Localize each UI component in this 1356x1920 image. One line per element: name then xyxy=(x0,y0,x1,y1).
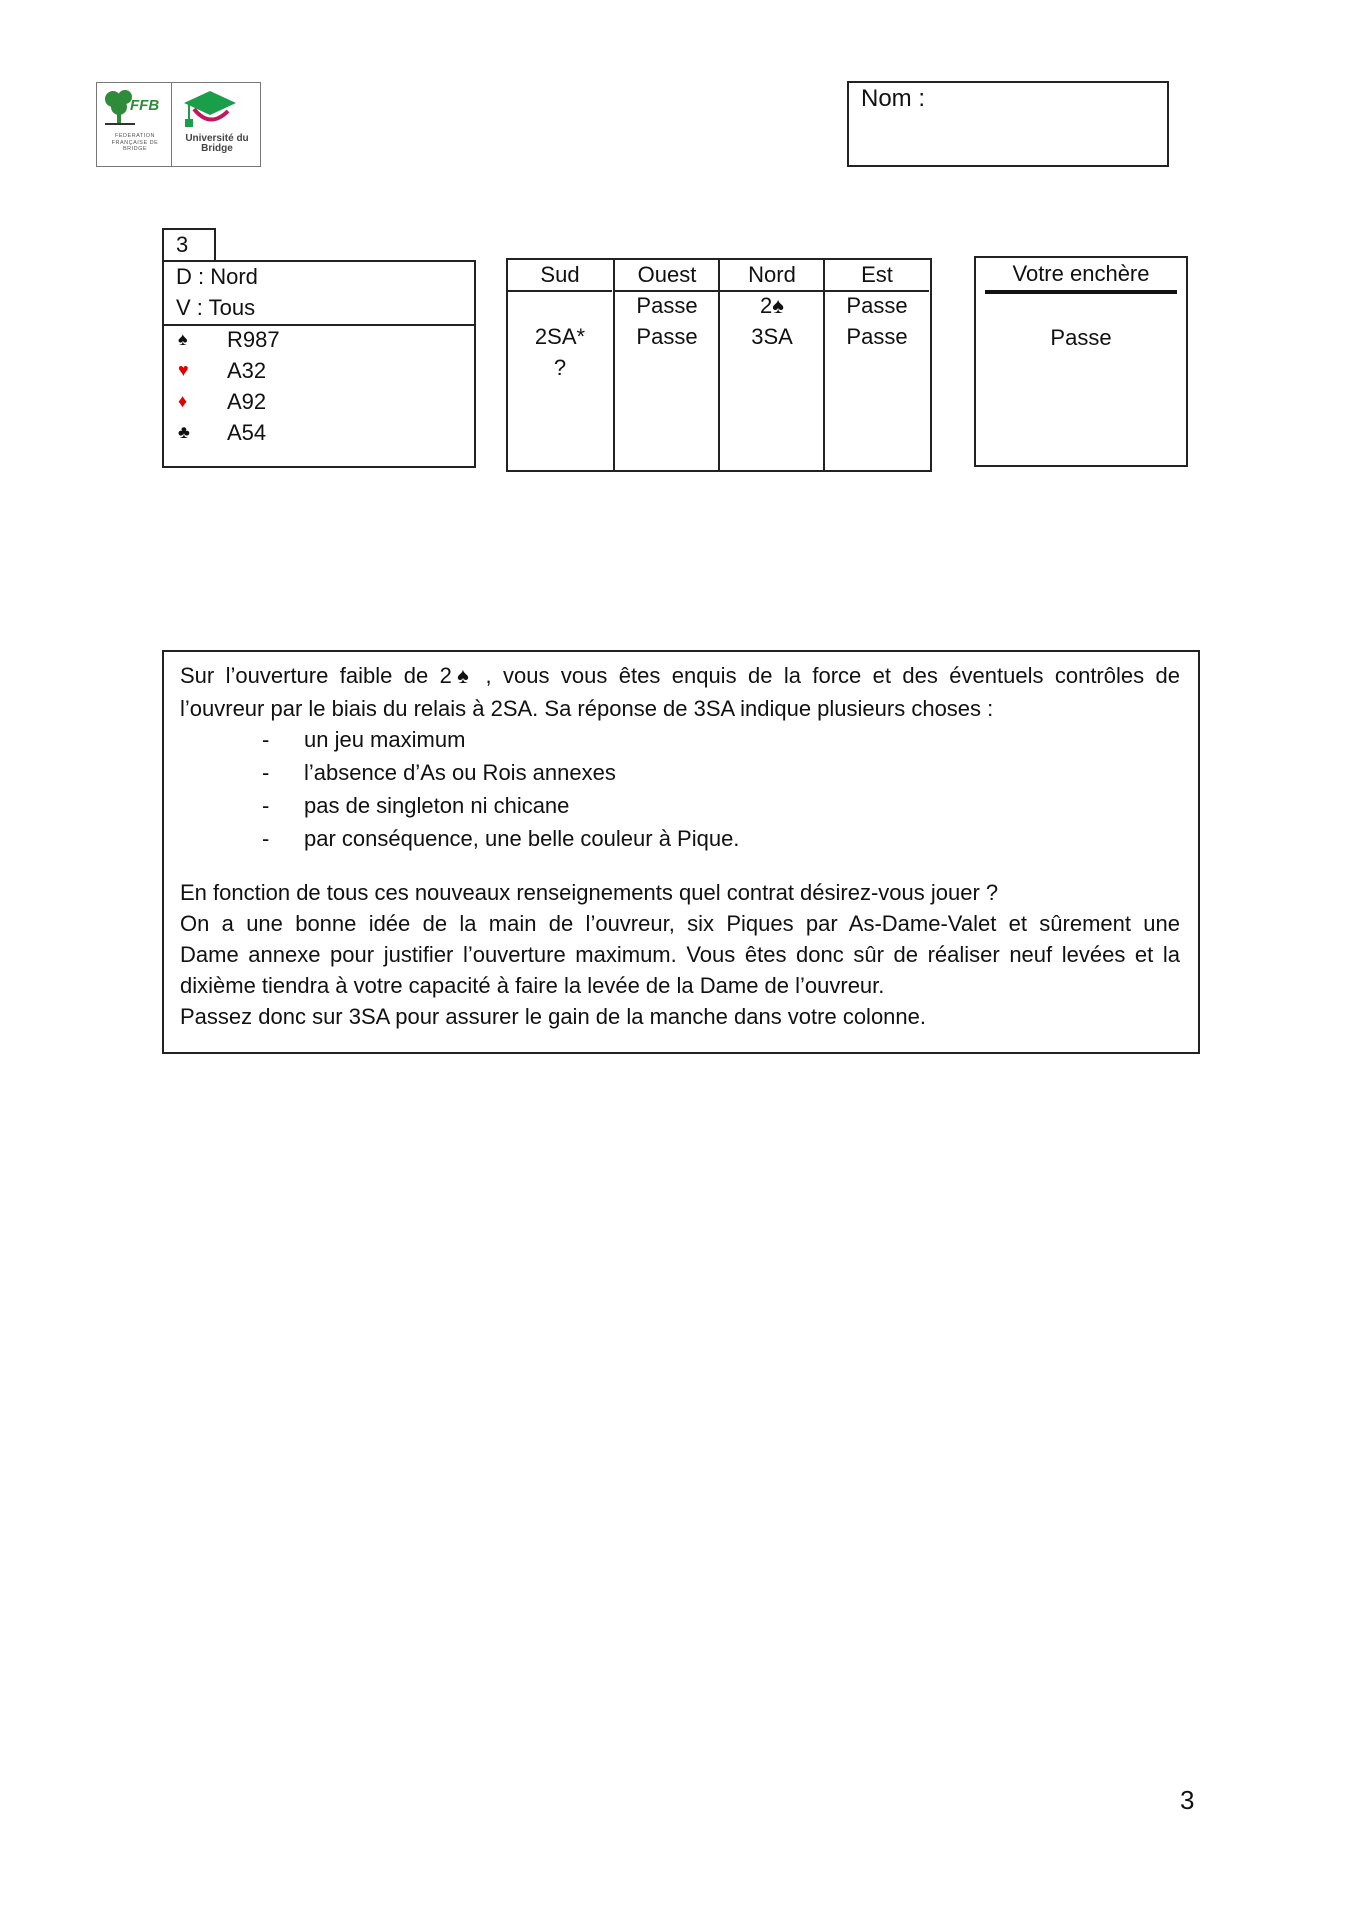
diamond-row xyxy=(164,389,474,419)
diamond-cards: A92 xyxy=(227,389,267,414)
bullet-item: l’absence d’As ou Rois annexes xyxy=(304,760,616,785)
bid-cell: Passe xyxy=(636,324,698,349)
deal-number-box xyxy=(162,228,216,260)
bid-header-ouest: Ouest xyxy=(615,260,719,292)
hand-box xyxy=(162,260,476,468)
nom-label: Nom : xyxy=(861,85,926,112)
hand-header xyxy=(164,262,474,326)
dealer-label: D : Nord xyxy=(176,264,258,289)
ffb-logo-subtext: FEDERATION FRANÇAISE DE BRIDGE xyxy=(111,133,159,152)
bid-cell: Passe xyxy=(636,293,698,318)
explanation-line: Dame annexe pour justifier l’ouverture maximum. Vous êtes donc sûr de réaliser neuf levées et la xyxy=(180,942,1180,967)
bid-header-sud: Sud xyxy=(508,260,612,292)
explanation-line: dixième tiendra à votre capacité à faire la levée de la Dame de l’ouvreur. xyxy=(180,973,885,998)
page-number: 3 xyxy=(1180,1785,1195,1815)
bidding-table xyxy=(506,258,932,472)
bid-cell: 2♠ xyxy=(760,293,784,318)
bid-header-nord: Nord xyxy=(720,260,824,292)
spade-row xyxy=(164,327,474,357)
heart-cards: A32 xyxy=(227,358,267,383)
bullet-marker: - xyxy=(262,727,270,752)
bid-cell: 3SA xyxy=(751,324,793,349)
heart-icon: ♥ xyxy=(178,360,189,380)
club-cards: A54 xyxy=(227,420,267,445)
bullet-marker: - xyxy=(262,826,270,851)
divider xyxy=(985,290,1177,294)
votre-enchere-box xyxy=(974,256,1188,467)
explanation-line: En fonction de tous ces nouveaux renseignements quel contrat désirez-vous jouer ? xyxy=(180,880,999,905)
bullet-item: un jeu maximum xyxy=(304,727,466,752)
vulnerability-label: V : Tous xyxy=(176,295,256,320)
club-row xyxy=(164,420,474,450)
votre-enchere-value: Passe xyxy=(1050,325,1112,350)
bullet-marker: - xyxy=(262,760,270,785)
bullet-item: par conséquence, une belle couleur à Pique. xyxy=(304,826,740,851)
ffb-logo xyxy=(96,82,261,167)
club-icon: ♣ xyxy=(178,422,190,442)
bid-column-nord xyxy=(718,260,824,470)
nom-field[interactable] xyxy=(847,81,1169,167)
explanation-line: l’ouvreur par le biais du relais à 2SA. Sa réponse de 3SA indique plusieurs choses : xyxy=(180,696,994,721)
ffb-logo-text: FFB xyxy=(130,97,160,114)
bid-column-est xyxy=(823,260,929,470)
bullet-marker: - xyxy=(262,793,270,818)
universite-logo-section xyxy=(172,83,260,166)
universite-logo-text: Université du Bridge xyxy=(185,133,249,154)
bullet-item: pas de singleton ni chicane xyxy=(304,793,570,818)
explanation-line: Passez donc sur 3SA pour assurer le gain de la manche dans votre colonne. xyxy=(180,1004,927,1029)
ffb-logo-section xyxy=(97,83,172,166)
explanation-line: On a une bonne idée de la main de l’ouvreur, six Piques par As-Dame-Valet et sûrement une xyxy=(180,911,1180,936)
bid-column-sud xyxy=(508,260,612,470)
bid-cell: Passe xyxy=(846,293,908,318)
heart-row xyxy=(164,358,474,388)
bid-header-est: Est xyxy=(825,260,929,292)
bid-cell: ? xyxy=(553,355,567,380)
bid-cell: Passe xyxy=(846,324,908,349)
explanation-box xyxy=(162,650,1200,1054)
explanation-line: Sur l’ouverture faible de 2♠ , vous vous êtes enquis de la force et des éventuels contrôles de xyxy=(180,663,1180,688)
deal-number: 3 xyxy=(176,232,189,257)
spade-icon: ♠ xyxy=(178,329,188,349)
spade-cards: R987 xyxy=(227,327,280,352)
votre-enchere-title: Votre enchère xyxy=(1012,261,1150,286)
bid-cell: 2SA* xyxy=(534,324,586,349)
bid-column-ouest xyxy=(613,260,719,470)
graduation-cap-icon xyxy=(182,89,238,133)
diamond-icon: ♦ xyxy=(178,391,188,411)
